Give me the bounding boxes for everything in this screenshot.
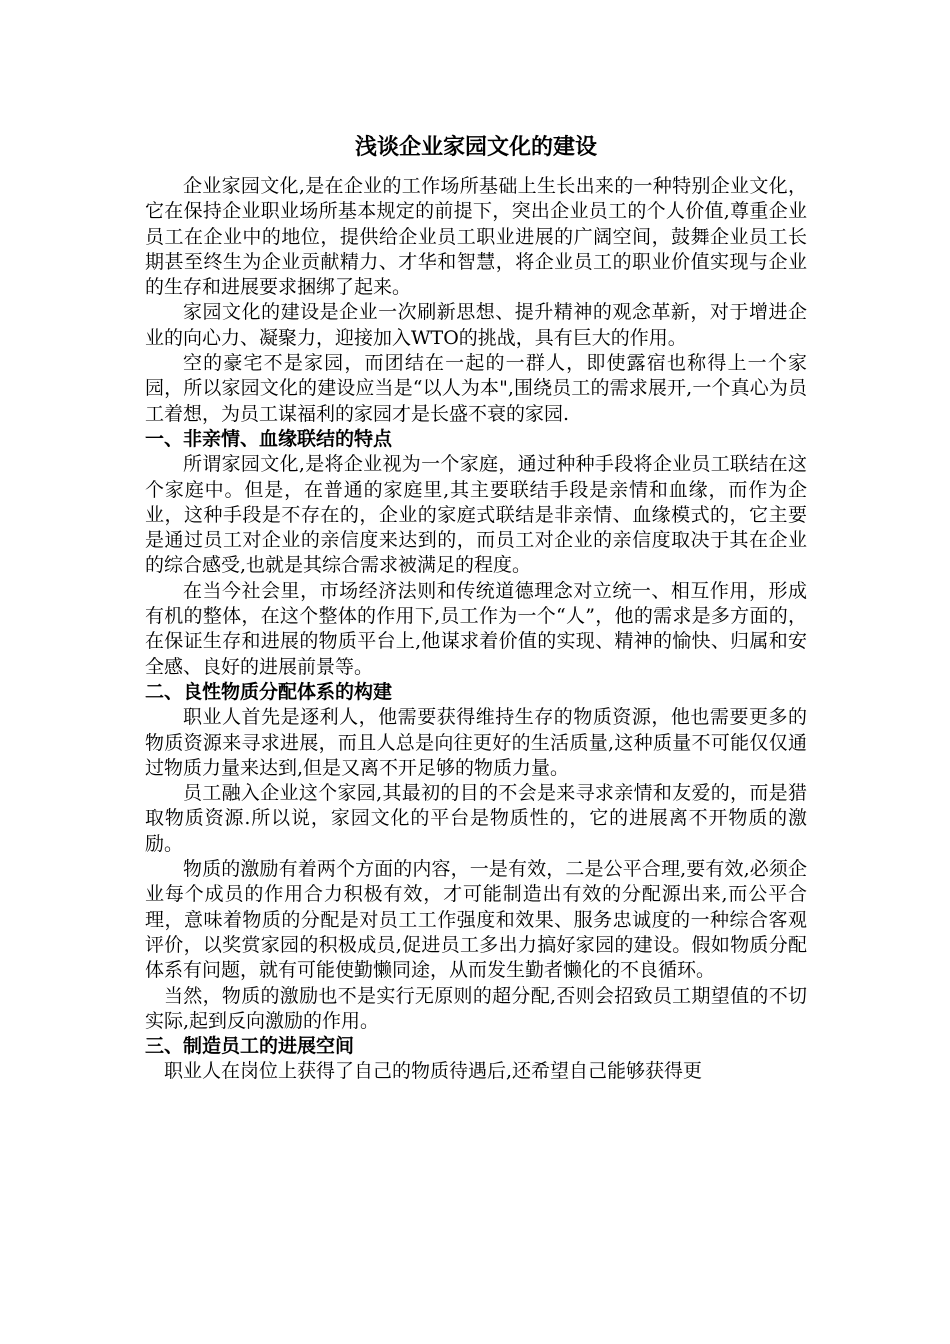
intro-paragraph-2: 家园文化的建设是企业一次刷新思想、提升精神的观念革新，对于增进企业的向心力、凝聚力，迎接加入WTO的挑战，具有巨大的作用。 — [145, 301, 807, 349]
section-3-paragraph-1: 职业人在岗位上获得了自己的物质待遇后,还希望自己能够获得更 — [164, 1060, 703, 1083]
section-3-heading: 三、制造员工的进展空间 — [145, 1035, 355, 1058]
section-1-paragraph-1: 所谓家园文化,是将企业视为一个家庭，通过种种手段将企业员工联结在这个家庭中。但是，在普通的家庭里,其主要联结手段是亲情和血缘，而作为企业，这种手段是不存在的，企业的家庭式联结是非亲情、血缘模式的，它主要是通过员工对企业的亲信度来达到的，而员工对企业的亲信度取决于其在企业的综合感受,也就是其综合需求被满足的程度。 — [145, 453, 807, 577]
document-page — [145, 128, 807, 1085]
intro-paragraph-1: 企业家园文化,是在企业的工作场所基础上生长出来的一种特别企业文化，它在保持企业职业场所基本规定的前提下，突出企业员工的个人价值,尊重企业员工在企业中的地位，提供给企业员工职业进展的广阔空间，鼓舞企业员工长期甚至终生为企业贡献精力、才华和智慧，将企业员工的职业价值实现与企业的生存和进展要求捆绑了起来。 — [145, 175, 807, 299]
section-2-paragraph-2: 员工融入企业这个家园,其最初的目的不会是来寻求亲情和友爱的，而是猎取物质资源.所以说，家园文化的平台是物质性的，它的进展离不开物质的激励。 — [145, 782, 807, 855]
intro-paragraph-3: 空的豪宅不是家园，而团结在一起的一群人，即使露宿也称得上一个家园，所以家园文化的建设应当是“以人为本",围绕员工的需求展开,一个真心为员工着想，为员工谋福利的家园才是长盛不衰的家园. — [145, 352, 807, 425]
section-2-heading: 二、良性物质分配体系的构建 — [145, 680, 393, 703]
section-1-heading: 一、非亲情、血缘联结的特点 — [145, 427, 393, 450]
section-2-paragraph-1: 职业人首先是逐利人，他需要获得维持生存的物质资源，他也需要更多的物质资源来寻求进展，而且人总是向往更好的生活质量,这种质量不可能仅仅通过物质力量来达到,但是又离不开足够的物质力量。 — [145, 706, 807, 779]
section-2-paragraph-3: 物质的激励有着两个方面的内容，一是有效，二是公平合理,要有效,必须企业每个成员的作用合力积极有效，才可能制造出有效的分配源出来,而公平合理，意味着物质的分配是对员工工作强度和效果、服务忠诚度的一种综合客观评价，以奖赏家园的积极成员,促进员工多出力搞好家园的建设。假如物质分配体系有问题，就有可能使勤懒同途，从而发生勤者懒化的不良循环。 — [145, 858, 807, 982]
document-title: 浅谈企业家园文化的建设 — [354, 134, 597, 160]
section-2-paragraph-4: 当然，物质的激励也不是实行无原则的超分配,否则会招致员工期望值的不切实际,起到反向激励的作用。 — [145, 984, 807, 1032]
section-1-paragraph-2: 在当今社会里，市场经济法则和传统道德理念对立统一、相互作用，形成有机的整体，在这个整体的作用下,员工作为一个“人”，他的需求是多方面的，在保证生存和进展的物质平台上,他谋求着价值的实现、精神的愉快、归属和安全感、良好的进展前景等。 — [145, 579, 807, 678]
